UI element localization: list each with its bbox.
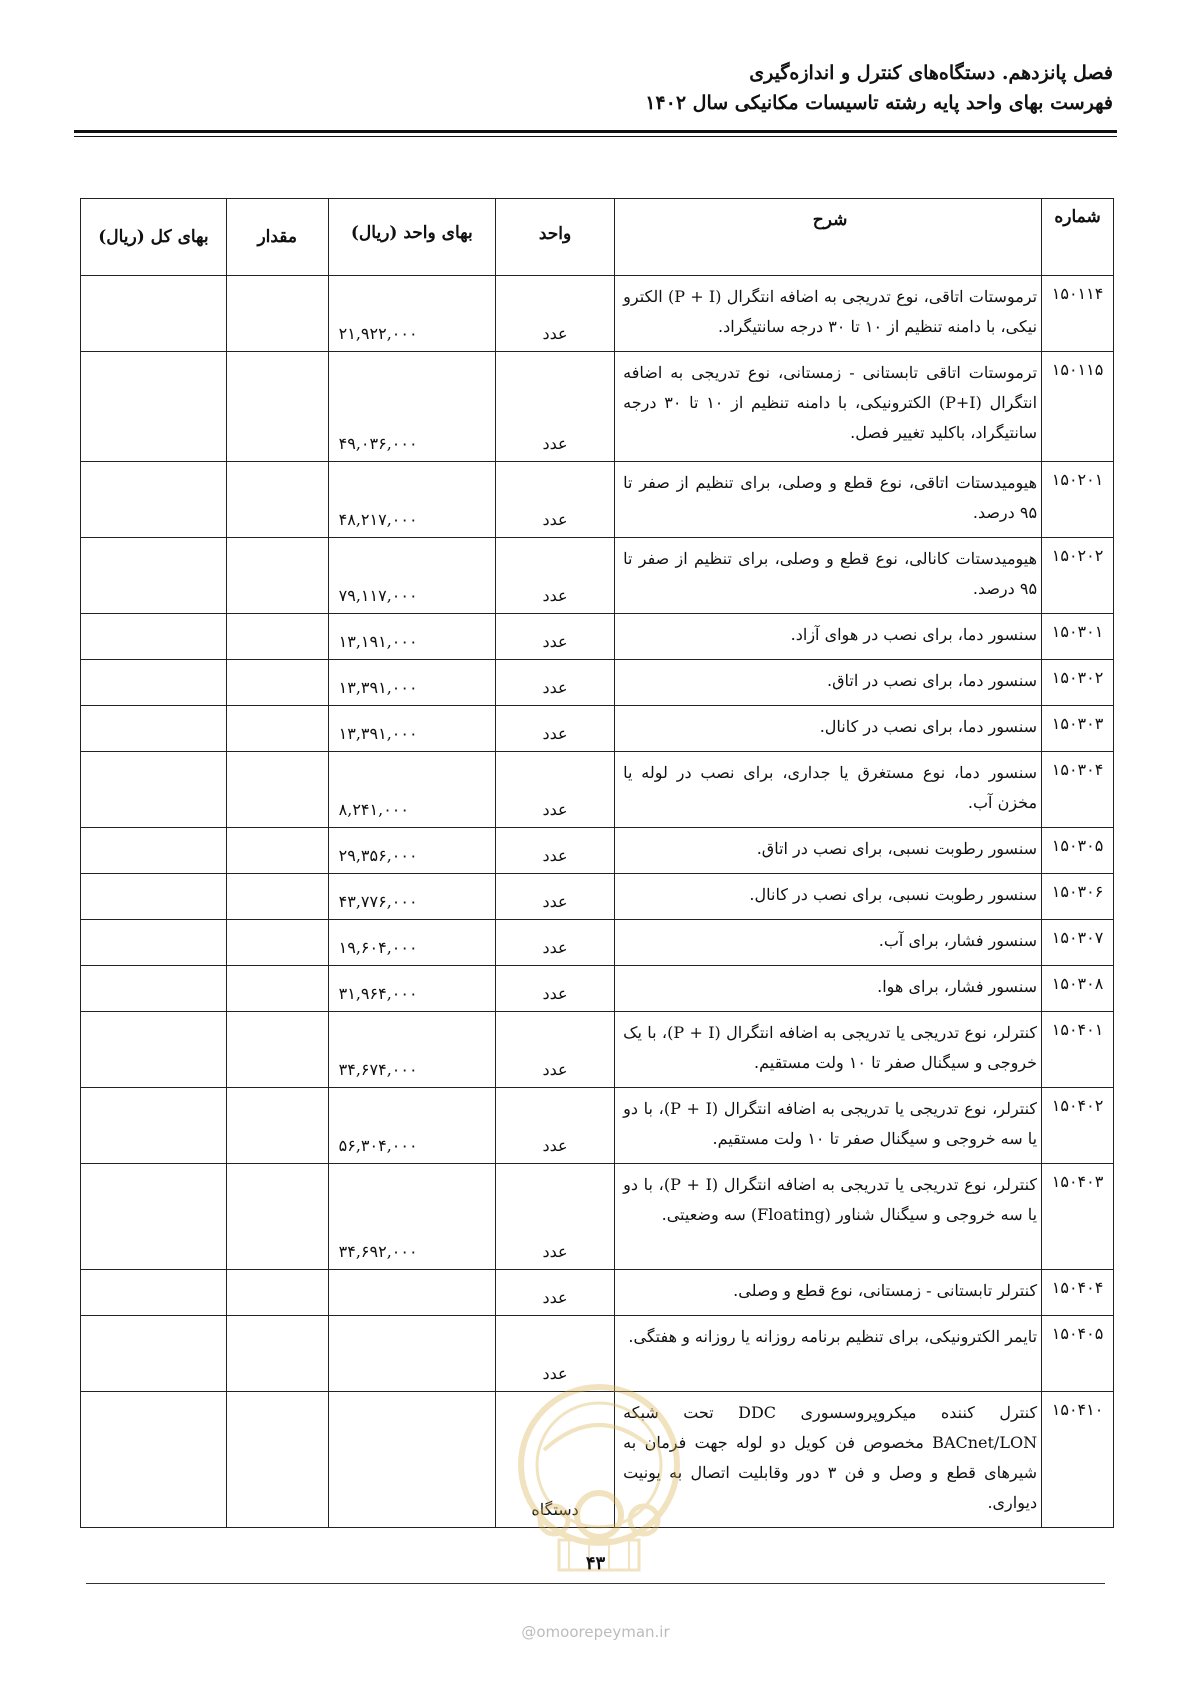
row-unit-price: ۳۴,۶۷۴,۰۰۰ (328, 1012, 495, 1088)
row-total-price (81, 1164, 227, 1270)
row-number: ۱۵۰۲۰۱ (1042, 462, 1114, 538)
row-number: ۱۵۰۴۰۵ (1042, 1316, 1114, 1392)
row-unit-price: ۲۱,۹۲۲,۰۰۰ (328, 276, 495, 352)
row-description: سنسور دما، برای نصب در اتاق. (615, 660, 1042, 706)
row-quantity (226, 614, 328, 660)
row-quantity (226, 660, 328, 706)
table-row (81, 538, 1114, 614)
table-row (81, 1270, 1114, 1316)
row-description: هیومیدستات کانالی، نوع قطع و وصلی، برای تنظیم از صفر تا ۹۵ درصد. (615, 538, 1042, 614)
row-unit: عدد (495, 538, 614, 614)
row-number: ۱۵۰۳۰۶ (1042, 874, 1114, 920)
header-rule-thick (74, 130, 1117, 133)
row-total-price (81, 276, 227, 352)
row-description: تایمر الکترونیکی، برای تنظیم برنامه روزانه یا روزانه و هفتگی. (615, 1316, 1042, 1392)
table-row (81, 276, 1114, 352)
row-total-price (81, 920, 227, 966)
header-rule-thin (74, 136, 1117, 137)
row-total-price (81, 614, 227, 660)
row-unit: عدد (495, 276, 614, 352)
table-row (81, 874, 1114, 920)
row-quantity (226, 1012, 328, 1088)
row-total-price (81, 752, 227, 828)
row-description: سنسور فشار، برای هوا. (615, 966, 1042, 1012)
row-number: ۱۵۰۳۰۴ (1042, 752, 1114, 828)
col-header-total-price: بهای کل (ریال) (81, 199, 227, 276)
row-unit: عدد (495, 1164, 614, 1270)
row-number: ۱۵۰۴۰۲ (1042, 1088, 1114, 1164)
row-quantity (226, 874, 328, 920)
row-total-price (81, 538, 227, 614)
document-title: فهرست بهای واحد پایه رشته تاسیسات مکانیکی سال ۱۴۰۲ (645, 92, 1113, 114)
col-header-quantity: مقدار (226, 199, 328, 276)
table-row (81, 920, 1114, 966)
row-unit: عدد (495, 1270, 614, 1316)
row-quantity (226, 1392, 328, 1528)
row-total-price (81, 352, 227, 462)
row-unit: عدد (495, 462, 614, 538)
row-description: ترموستات اتاقی تابستانی - زمستانی، نوع تدریجی به اضافه انتگرال (P+I) الکترونیکی، با دامنه تنظیم از ۱۰ تا ۳۰ درجه سانتیگراد، باکلید تغییر فصل. (615, 352, 1042, 462)
row-number: ۱۵۰۳۰۷ (1042, 920, 1114, 966)
row-unit: عدد (495, 614, 614, 660)
row-description: سنسور دما، نوع مستغرق یا جداری، برای نصب در لوله یا مخزن آب. (615, 752, 1042, 828)
table-row (81, 1012, 1114, 1088)
row-quantity (226, 276, 328, 352)
row-number: ۱۵۰۳۰۲ (1042, 660, 1114, 706)
row-total-price (81, 828, 227, 874)
row-description: کنترل کننده میکروپروسسوری DDC تحت شبکه BACnet/LON مخصوص فن کویل دو لوله جهت فرمان به شیرهای قطع و وصل و فن ۳ دور وقابلیت اتصال به یونیت دیواری. (615, 1392, 1042, 1528)
row-quantity (226, 828, 328, 874)
footer-rule (86, 1583, 1105, 1584)
row-total-price (81, 660, 227, 706)
row-quantity (226, 352, 328, 462)
page-number: ۴۳ (585, 1553, 606, 1574)
row-number: ۱۵۰۳۰۸ (1042, 966, 1114, 1012)
row-description: کنترلر، نوع تدریجی یا تدریجی به اضافه انتگرال (P + I)، با یک خروجی و سیگنال صفر تا ۱۰ ولت مستقیم. (615, 1012, 1042, 1088)
row-unit: عدد (495, 828, 614, 874)
row-total-price (81, 706, 227, 752)
row-unit: عدد (495, 966, 614, 1012)
seal-watermark-icon (514, 1380, 684, 1580)
row-description: هیومیدستات اتاقی، نوع قطع و وصلی، برای تنظیم از صفر تا ۹۵ درصد. (615, 462, 1042, 538)
row-number: ۱۵۰۴۰۴ (1042, 1270, 1114, 1316)
row-description: کنترلر، نوع تدریجی یا تدریجی به اضافه انتگرال (P + I)، با دو یا سه خروجی و سیگنال صفر تا ۱۰ ولت مستقیم. (615, 1088, 1042, 1164)
row-unit-price: ۱۳,۳۹۱,۰۰۰ (328, 660, 495, 706)
row-description: سنسور دما، برای نصب در کانال. (615, 706, 1042, 752)
row-unit: عدد (495, 752, 614, 828)
row-unit-price: ۱۳,۳۹۱,۰۰۰ (328, 706, 495, 752)
table-row (81, 660, 1114, 706)
row-unit: عدد (495, 352, 614, 462)
row-total-price (81, 1012, 227, 1088)
row-total-price (81, 966, 227, 1012)
row-quantity (226, 1316, 328, 1392)
row-unit: عدد (495, 706, 614, 752)
row-quantity (226, 752, 328, 828)
table-row (81, 462, 1114, 538)
table-header-row (81, 199, 1114, 276)
row-description: سنسور فشار، برای آب. (615, 920, 1042, 966)
table-row (81, 752, 1114, 828)
row-number: ۱۵۰۴۰۱ (1042, 1012, 1114, 1088)
row-quantity (226, 1270, 328, 1316)
row-unit-price: ۷۹,۱۱۷,۰۰۰ (328, 538, 495, 614)
row-quantity (226, 1088, 328, 1164)
row-unit-price (328, 1316, 495, 1392)
row-unit: عدد (495, 874, 614, 920)
row-quantity (226, 538, 328, 614)
row-description: سنسور دما، برای نصب در هوای آزاد. (615, 614, 1042, 660)
row-total-price (81, 874, 227, 920)
row-number: ۱۵۰۴۰۳ (1042, 1164, 1114, 1270)
row-quantity (226, 462, 328, 538)
col-header-unit-price: بهای واحد (ریال) (328, 199, 495, 276)
row-unit-price: ۸,۲۴۱,۰۰۰ (328, 752, 495, 828)
col-header-unit: واحد (495, 199, 614, 276)
row-total-price (81, 1270, 227, 1316)
row-number: ۱۵۰۱۱۴ (1042, 276, 1114, 352)
row-unit-price (328, 1392, 495, 1528)
row-number: ۱۵۰۴۱۰ (1042, 1392, 1114, 1528)
table-row (81, 352, 1114, 462)
chapter-title: فصل پانزدهم. دستگاه‌های کنترل و اندازه‌گیری (749, 62, 1113, 84)
row-quantity (226, 706, 328, 752)
row-unit-price: ۲۹,۳۵۶,۰۰۰ (328, 828, 495, 874)
row-unit: عدد (495, 1012, 614, 1088)
col-header-description: شرح (615, 199, 1042, 276)
page-header (78, 58, 1113, 118)
row-unit-price: ۱۹,۶۰۴,۰۰۰ (328, 920, 495, 966)
table-row (81, 1164, 1114, 1270)
row-number: ۱۵۰۲۰۲ (1042, 538, 1114, 614)
row-unit: عدد (495, 660, 614, 706)
row-number: ۱۵۰۳۰۱ (1042, 614, 1114, 660)
row-unit-price: ۴۸,۲۱۷,۰۰۰ (328, 462, 495, 538)
row-total-price (81, 1316, 227, 1392)
row-total-price (81, 1392, 227, 1528)
row-unit-price: ۱۳,۱۹۱,۰۰۰ (328, 614, 495, 660)
row-unit: دستگاه (495, 1392, 614, 1528)
row-unit: عدد (495, 920, 614, 966)
row-unit-price: ۳۴,۶۹۲,۰۰۰ (328, 1164, 495, 1270)
row-unit-price: ۴۳,۷۷۶,۰۰۰ (328, 874, 495, 920)
row-quantity (226, 1164, 328, 1270)
row-unit: عدد (495, 1088, 614, 1164)
price-table (80, 198, 1114, 1528)
table-row (81, 614, 1114, 660)
row-unit-price: ۴۹,۰۳۶,۰۰۰ (328, 352, 495, 462)
table-body (81, 276, 1114, 1528)
row-unit-price: ۳۱,۹۶۴,۰۰۰ (328, 966, 495, 1012)
table-row (81, 1088, 1114, 1164)
row-unit: عدد (495, 1316, 614, 1392)
row-description: سنسور رطوبت نسبی، برای نصب در کانال. (615, 874, 1042, 920)
row-number: ۱۵۰۳۰۳ (1042, 706, 1114, 752)
table-row (81, 706, 1114, 752)
row-description: کنترلر، نوع تدریجی یا تدریجی به اضافه انتگرال (P + I)، با دو یا سه خروجی و سیگنال شناور (Floating) سه وضعیتی. (615, 1164, 1042, 1270)
row-description: کنترلر تابستانی - زمستانی، نوع قطع و وصلی. (615, 1270, 1042, 1316)
row-quantity (226, 920, 328, 966)
row-total-price (81, 1088, 227, 1164)
row-number: ۱۵۰۳۰۵ (1042, 828, 1114, 874)
row-description: سنسور رطوبت نسبی، برای نصب در اتاق. (615, 828, 1042, 874)
col-header-number: شماره (1042, 199, 1114, 276)
row-number: ۱۵۰۱۱۵ (1042, 352, 1114, 462)
row-description: ترموستات اتاقی، نوع تدریجی به اضافه انتگرال (P + I) الکترو نیکی، با دامنه تنظیم از ۱۰ تا ۳۰ درجه سانتیگراد. (615, 276, 1042, 352)
table-row (81, 966, 1114, 1012)
row-quantity (226, 966, 328, 1012)
row-unit-price (328, 1270, 495, 1316)
table-row (81, 828, 1114, 874)
website-link[interactable]: @omoorepeyman.ir (521, 1623, 670, 1641)
row-total-price (81, 462, 227, 538)
row-unit-price: ۵۶,۳۰۴,۰۰۰ (328, 1088, 495, 1164)
